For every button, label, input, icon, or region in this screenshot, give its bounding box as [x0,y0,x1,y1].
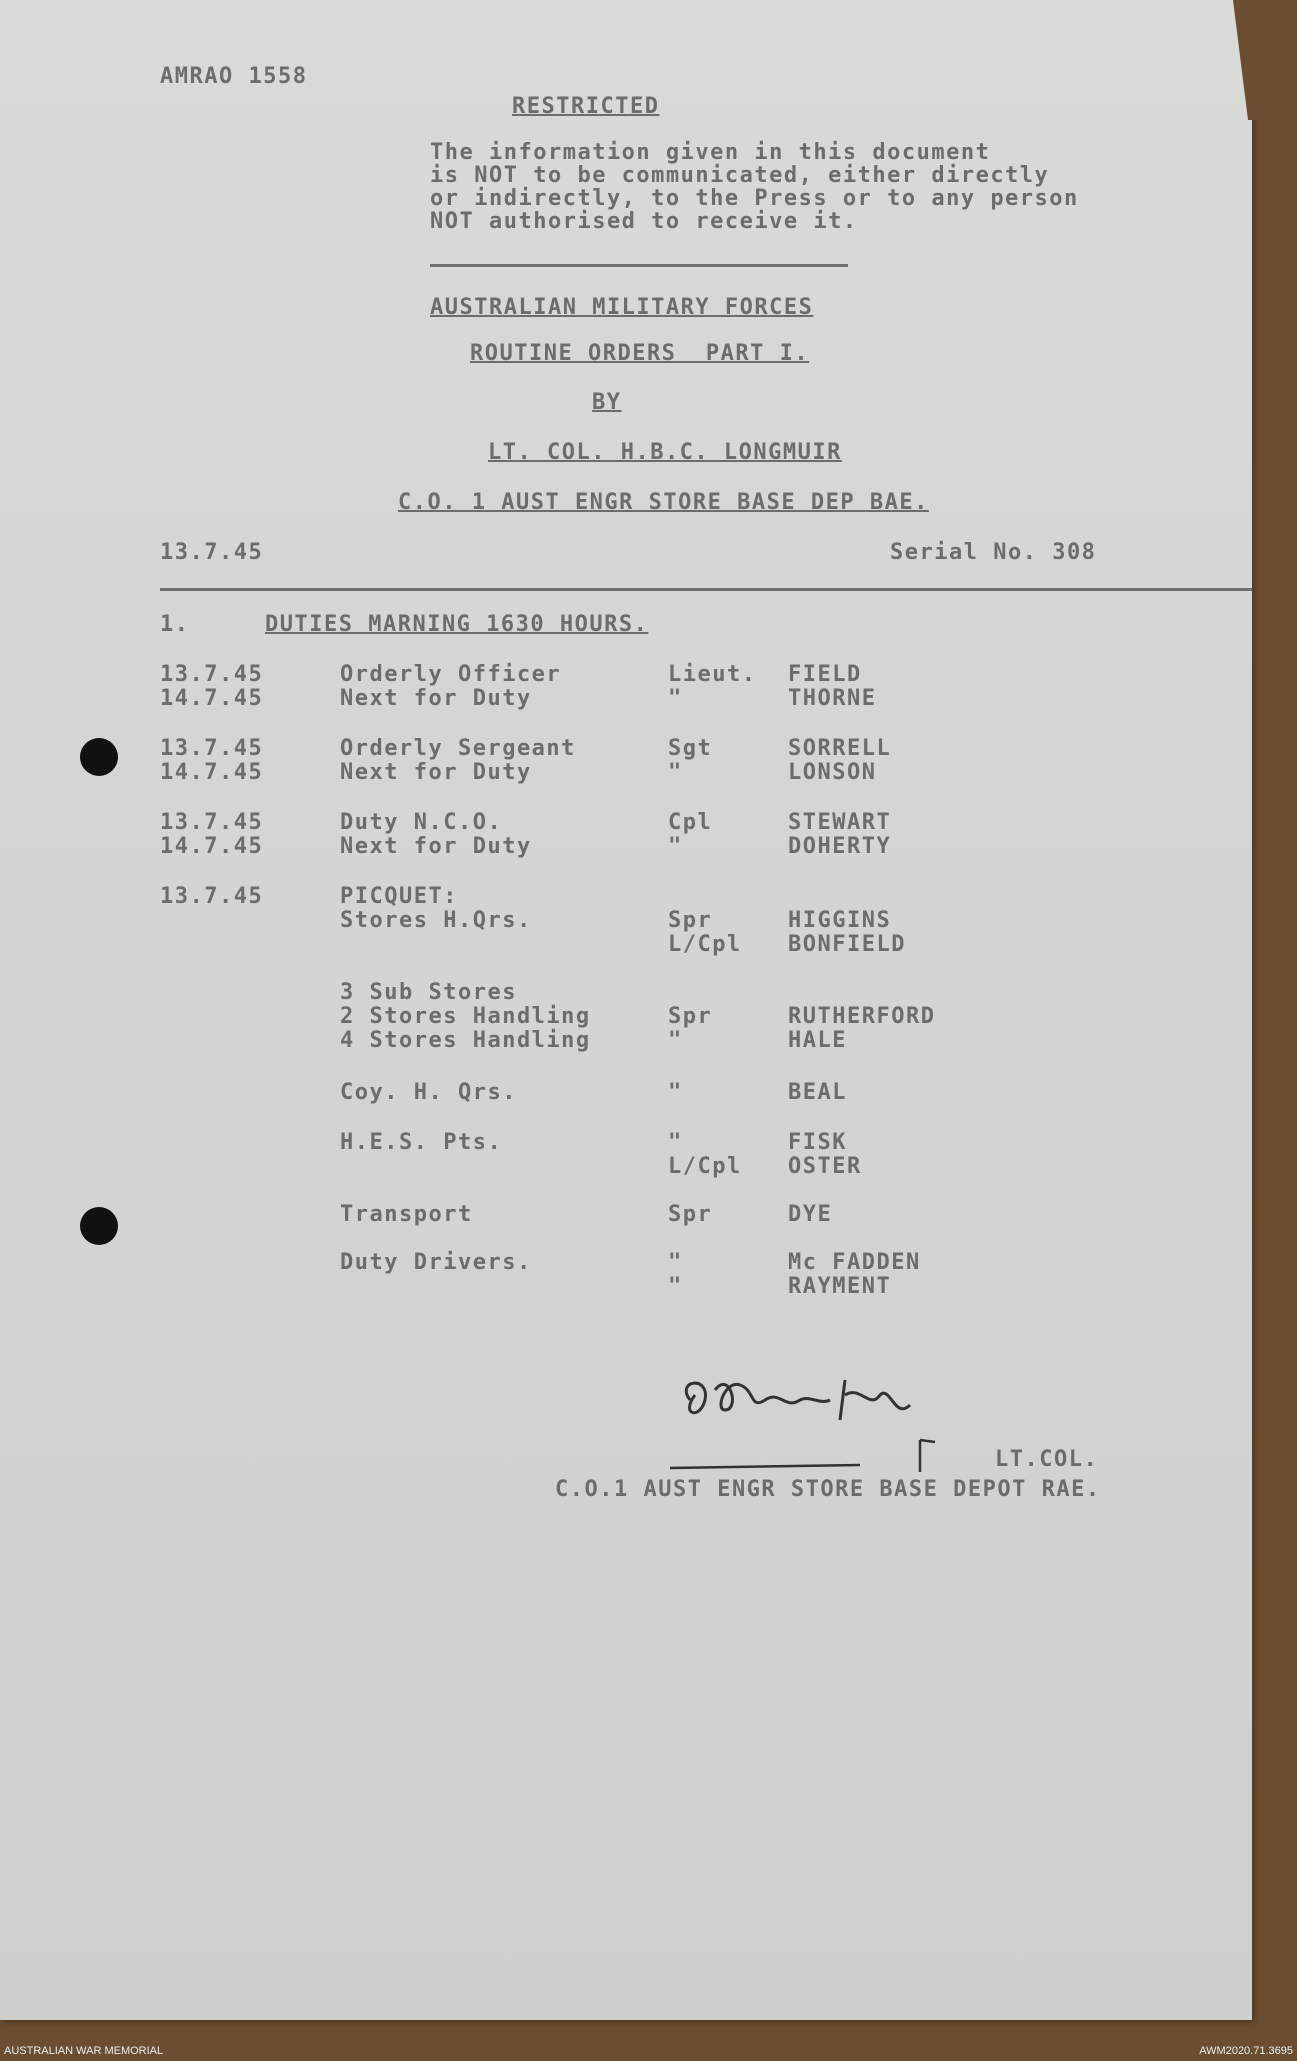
duty-rank: L/Cpl [668,932,742,957]
duty-rank: Sgt [668,736,713,761]
duty-role: PICQUET: [340,884,458,909]
punch-hole-top [80,738,118,776]
duty-role: Coy. H. Qrs. [340,1080,517,1105]
duty-name: LONSON [788,760,877,785]
duty-role: Transport [340,1202,473,1227]
duty-rank: Spr [668,1004,713,1029]
duty-rank: " [668,1080,683,1105]
signature-title: LT.COL. [995,1447,1099,1472]
duty-rank: " [668,834,683,859]
duty-date: 14.7.45 [160,834,264,859]
duty-role: 3 Sub Stores [340,980,517,1005]
notice-line-2: is NOT to be communicated, either directly [430,163,1050,188]
duty-role: Stores H.Qrs. [340,908,532,933]
duty-name: HALE [788,1028,847,1053]
duty-rank: Lieut. [668,662,757,687]
duty-role: Duty N.C.O. [340,810,503,835]
duty-rank: Spr [668,908,713,933]
duty-role: 4 Stores Handling [340,1028,591,1053]
duty-name: Mc FADDEN [788,1250,921,1275]
duty-rank: Spr [668,1202,713,1227]
duty-date: 13.7.45 [160,810,264,835]
duty-role: Next for Duty [340,686,532,711]
duty-name: STEWART [788,810,892,835]
notice-line-1: The information given in this document [430,140,991,165]
duty-rank: Cpl [668,810,713,835]
duty-date: 13.7.45 [160,736,264,761]
duty-date: 14.7.45 [160,686,264,711]
duty-role: Next for Duty [340,760,532,785]
duty-date: 13.7.45 [160,884,264,909]
duty-role: Duty Drivers. [340,1250,532,1275]
duty-name: BEAL [788,1080,847,1105]
title-line-5: C.O. 1 AUST ENGR STORE BASE DEP BAE. [398,490,929,515]
section-number: 1. [160,612,190,637]
doc-ref: AMRAO 1558 [160,64,308,89]
footer-right: AWM2020.71.3695 [1199,2045,1293,2057]
duty-rank: " [668,686,683,711]
notice-line-4: NOT authorised to receive it. [430,209,858,234]
notice-line-3: or indirectly, to the Press or to any person [430,186,1079,211]
duty-rank: " [668,1274,683,1299]
title-line-3: BY [592,390,622,415]
duty-name: FISK [788,1130,847,1155]
duty-name: THORNE [788,686,877,711]
title-line-4: LT. COL. H.B.C. LONGMUIR [488,440,842,465]
order-date: 13.7.45 [160,540,264,565]
duty-name: SORRELL [788,736,892,761]
title-line-2: ROUTINE ORDERS PART I. [470,341,810,366]
duty-rank: L/Cpl [668,1154,742,1179]
punch-hole-bottom [80,1207,118,1245]
duty-name: HIGGINS [788,908,892,933]
signature-org: C.O.1 AUST ENGR STORE BASE DEPOT RAE. [555,1477,1101,1502]
duty-name: OSTER [788,1154,862,1179]
duty-role: Next for Duty [340,834,532,859]
duty-role: Orderly Sergeant [340,736,576,761]
restricted-label: RESTRICTED [512,94,660,119]
duty-name: FIELD [788,662,862,687]
duty-name: RAYMENT [788,1274,892,1299]
duty-role: Orderly Officer [340,662,562,687]
duty-rank: " [668,1250,683,1275]
duty-rank: " [668,760,683,785]
duty-rank: " [668,1028,683,1053]
duty-rank: " [668,1130,683,1155]
duty-role: 2 Stores Handling [340,1004,591,1029]
duty-name: DYE [788,1202,833,1227]
header-divider [160,588,1252,591]
footer-left: AUSTRALIAN WAR MEMORIAL [4,2045,164,2057]
duty-name: RUTHERFORD [788,1004,936,1029]
notice-divider [430,264,848,267]
duty-date: 14.7.45 [160,760,264,785]
serial-number: Serial No. 308 [890,540,1097,565]
duty-date: 13.7.45 [160,662,264,687]
section-heading: DUTIES MARNING 1630 HOURS. [265,612,649,637]
duty-name: DOHERTY [788,834,892,859]
duty-role: H.E.S. Pts. [340,1130,503,1155]
duty-name: BONFIELD [788,932,906,957]
handwritten-signature [670,1350,990,1494]
title-line-1: AUSTRALIAN MILITARY FORCES [430,295,814,320]
